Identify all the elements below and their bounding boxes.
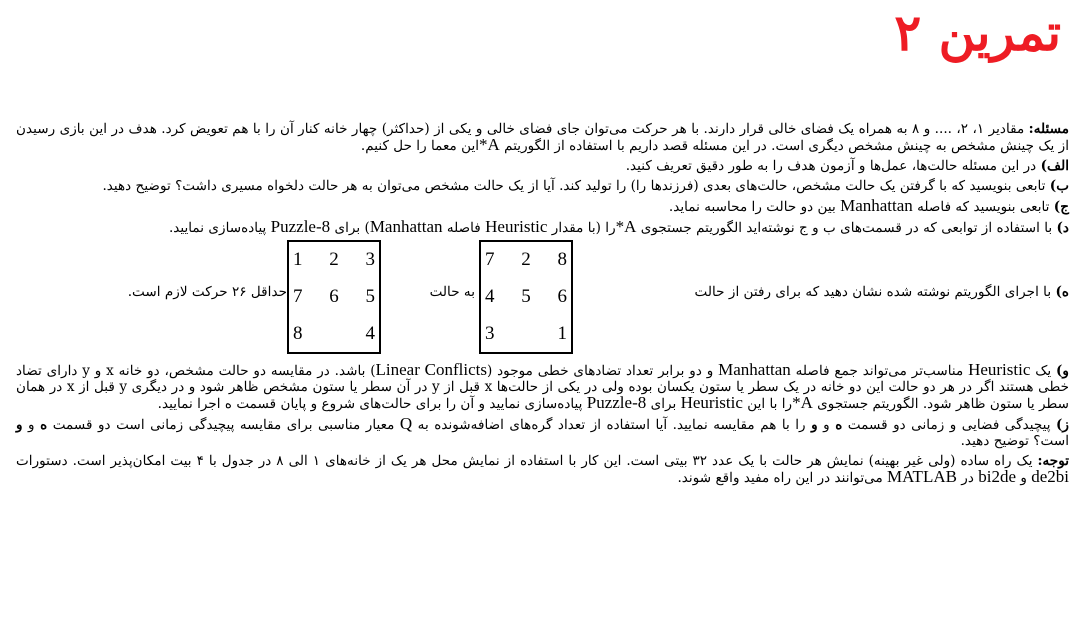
part-jim-label: ج) (1053, 199, 1069, 215)
part-vav-text-f: برای (646, 396, 681, 412)
start-cell: 8 (557, 249, 567, 271)
part-alef-text: در این مسئله حالت‌ها، عمل‌ها و آزمون هدف را به طور دقیق تعریف کنید. (625, 158, 1041, 174)
part-ze-h2: ه (40, 417, 48, 433)
part-vav-text-e: را با این (742, 396, 793, 412)
problem-label: مسئله: (1028, 121, 1069, 137)
part-vav-label: و) (1056, 363, 1069, 379)
part-be (16, 178, 1069, 194)
part-vav-heuristic2: Heuristic (680, 393, 743, 412)
start-cell: 3 (485, 322, 495, 344)
part-alef-label: الف) (1040, 158, 1069, 174)
part-be-text: تابعی بنویسید که با گرفتن یک حالت مشخص، حالت‌های بعدی (فرزندها را) را تولید کند. آیا از یک حالت مشخص می‌توان به هر حالت دلخواه مسیری داشت؟ توضیح دهید. (102, 178, 1050, 194)
note-text-b: و (1016, 470, 1032, 486)
part-dal-text-e: پیاده‌سازی نمایید. (168, 220, 271, 236)
part-alef (16, 158, 1069, 174)
part-dal-label: د) (1056, 220, 1069, 236)
start-state-grid (479, 240, 573, 354)
part-jim-text-a: تابعی بنویسید که فاصله (912, 199, 1054, 215)
part-ze-v: و (811, 417, 818, 433)
goal-cell: 2 (329, 249, 339, 271)
goal-cell: 8 (293, 322, 303, 344)
part-ze-text-c: را با هم مقایسه نمایید. آیا استفاده از تعداد گره‌های اضافه‌شونده به (412, 417, 812, 433)
part-dal-text-b: را (با مقدار (547, 220, 616, 236)
part-jim (16, 198, 1069, 215)
goal-cell: 3 (365, 249, 375, 271)
part-jim-manhattan: Manhattan (840, 196, 913, 215)
goal-cell-blank (319, 315, 349, 352)
part-vav-manhattan: Manhattan (718, 360, 791, 379)
part-he-label: ه) (1055, 284, 1069, 300)
part-ze-text-e: و (22, 417, 41, 433)
goal-cell: 1 (293, 249, 303, 271)
part-he-text-c: حداقل ۲۶ حرکت لازم است. (127, 284, 287, 300)
document-body (16, 121, 1069, 490)
part-ze-text-d: معیار مناسبی برای مقایسه پیچیدگی زمانی است دو قسمت (47, 417, 400, 433)
note-cmd2: bi2de (978, 467, 1016, 486)
part-dal-algo: A* (615, 217, 637, 236)
part-vav-text-g: پیاده‌سازی نمایید و آن را برای حالت‌های شروع و پایان قسمت ه اجرا نمایید. (157, 396, 587, 412)
start-cell-blank (511, 315, 541, 352)
part-dal-manhattan: Manhattan (369, 217, 443, 236)
part-ze-q: Q (399, 414, 413, 433)
problem-text2: این معما را حل کنیم. (360, 138, 480, 154)
start-cell: 4 (485, 285, 495, 307)
start-cell: 7 (485, 249, 495, 271)
goal-cell: 6 (329, 285, 339, 307)
part-he-text-b: به حالت (429, 284, 475, 300)
note-matlab: MATLAB (887, 467, 957, 486)
note-text-c: در (956, 470, 979, 486)
part-he-text-a-wrap (695, 284, 1069, 300)
part-vav-puzzle: 8-Puzzle (586, 393, 647, 412)
problem-paragraph (16, 121, 1069, 154)
note (16, 453, 1069, 486)
start-cell: 2 (521, 249, 531, 271)
part-he (16, 240, 1069, 356)
part-be-label: ب) (1049, 178, 1069, 194)
part-jim-text-b: بین دو حالت را محاسبه نماید. (668, 199, 841, 215)
note-text-a: یک راه ساده (ولی غیر بهینه) نمایش هر حالت با یک عدد ۳۲ بیتی است. این کار با استفاده از نمایش محل هر یک از خانه‌های ۱ الی ۸ در جدول با ۴ بیت امکان‌پذیر است. دستورات (16, 453, 1038, 469)
start-cell: 1 (557, 322, 567, 344)
page-title: تمرین ۲ (894, 3, 1061, 62)
part-ze-text-a: پیچیدگی فضایی و زمانی دو قسمت (842, 417, 1056, 433)
part-dal-heuristic: Heuristic (485, 217, 548, 236)
part-dal (16, 219, 1069, 236)
part-vav-text-d: ) باشد. در مقایسه دو حالت مشخص، دو خانه x و y دارای تضاد خطی هستند اگر در هر دو حالت این دو خانه در یک سطر یا ستون یکسان بوده ولی در یکی از حالت‌ها x قبل از y در آن سطر یا ستون مشخص ظاهر شود و در دیگری y قبل از x در همان سطر یا ستون ظاهر شود. الگوریتم جستجوی (16, 363, 1069, 412)
part-vav-linear: Linear Conflicts (375, 360, 487, 379)
part-he-text-a: با اجرای الگوریتم نوشته شده نشان دهید که برای رفتن از حالت (694, 284, 1056, 300)
part-dal-text-a: با استفاده از توابعی که در قسمت‌های ب و ج نوشته‌اید الگوریتم جستجوی (636, 220, 1057, 236)
part-ze-h: ه (835, 417, 843, 433)
part-dal-puzzle: 8-Puzzle (270, 217, 331, 236)
goal-cell: 4 (365, 322, 375, 344)
part-vav-text-c: و دو برابر تعداد تضادهای خطی موجود ( (486, 363, 719, 379)
note-text-d: می‌توانند در این راه مفید واقع شوند. (677, 470, 888, 486)
part-ze-v2: و (16, 417, 23, 433)
start-cell: 6 (557, 285, 567, 307)
problem-text: مقادیر ۱، ۲، .... و ۸ به همراه یک فضای خالی قرار دارند. با هر حرکت می‌توان جای فضای خالی و یکی از (حداکثر) چهار خانه کنار آن را با هم تعویض کرد. هدف در این بازی رسیدن از یک چینش مشخص به چینش مشخص دیگری است. در این مسئله قصد داریم با استفاده از الگوریتم (16, 121, 1069, 154)
goal-cell: 7 (293, 285, 303, 307)
part-vav (16, 362, 1069, 412)
note-label: توجه: (1037, 453, 1069, 469)
part-vav-text-b: مناسب‌تر می‌تواند جمع فاصله (790, 363, 969, 379)
problem-algo: A* (479, 135, 500, 154)
goal-cell: 5 (365, 285, 375, 307)
part-ze (16, 416, 1069, 449)
note-cmd1: de2bi (1031, 467, 1069, 486)
goal-state-grid (287, 240, 381, 354)
part-dal-text-d: ) برای (330, 220, 370, 236)
part-vav-heuristic: Heuristic (968, 360, 1031, 379)
part-ze-label: ز) (1055, 417, 1069, 433)
start-cell: 5 (521, 285, 531, 307)
part-dal-text-c: فاصله (442, 220, 486, 236)
part-ze-text-b: و (817, 417, 836, 433)
part-vav-algo: A* (792, 393, 813, 412)
part-ze-text-f: است؟ توضیح دهید. (960, 433, 1069, 449)
part-vav-text-a: یک (1030, 363, 1056, 379)
